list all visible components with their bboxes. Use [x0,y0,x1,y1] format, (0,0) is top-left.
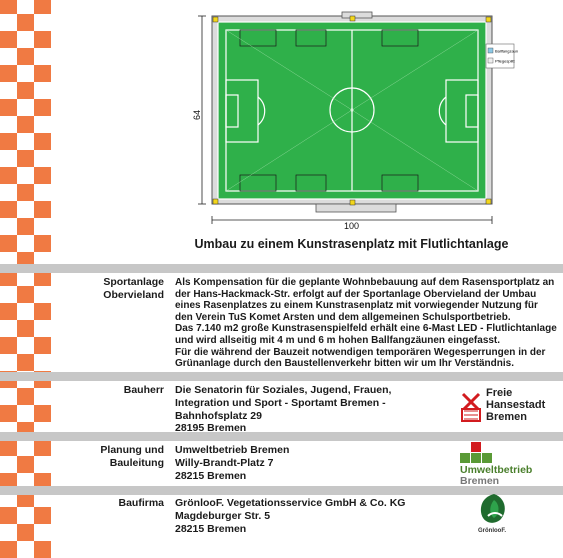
section-text-bauherr: Die Senatorin für Soziales, Jugend, Frauen, Integration und Sport - Sportamt Bremen - Bahnhofsplatz 29 28195 Bremen [175,384,392,435]
section-label-baufirma: Baufirma [118,497,164,509]
checker-cell [17,14,34,31]
section-label-planung: Planung und Bauleitung [100,444,164,469]
pitch-drawing [192,8,519,232]
width-dimension-label: 100 [344,221,360,231]
checker-cell [34,405,51,422]
divider [0,264,563,273]
checker-cell [17,218,34,235]
checker-cell [17,184,34,201]
legend-item-1: Ballfangzaun [495,48,519,54]
site-plan [192,8,519,232]
divider [0,372,563,381]
section-label-bauherr: Bauherr [123,384,164,396]
checker-cell [0,303,17,320]
section-label-sportanlage: Sportanlage Obervieland [103,276,164,301]
section-text-planung: Umweltbetrieb Bremen Willy-Brandt-Platz 7 28215 Bremen [175,444,290,482]
checker-cell [34,99,51,116]
checker-cell [0,133,17,150]
checker-cell [0,31,17,48]
checker-cell [0,405,17,422]
groenloof-leaf-icon [478,492,510,528]
section-text-baufirma: GrönlooF. Vegetationsservice GmbH & Co. KG Magdeburger Str. 5 28215 Bremen [175,497,406,535]
checker-cell [34,0,51,14]
checker-cell [17,48,34,65]
umweltbetrieb-mark-icon [460,441,492,465]
checker-cell [34,337,51,354]
umweltbetrieb-logo: Umweltbetrieb Bremen [460,441,560,485]
checker-cell [17,150,34,167]
checker-cell [0,337,17,354]
checker-cell [0,99,17,116]
checker-cell [34,65,51,82]
bremen-logo: Freie Hansestadt Bremen [460,387,556,427]
legend-item-2: Pflegesplitt [495,58,515,64]
page-title: Umbau zu einem Kunstrasenplatz mit Flutlichtanlage [194,237,509,251]
checker-cell [17,320,34,337]
checker-cell [34,133,51,150]
bremen-key-icon [460,391,482,423]
checker-cell [0,65,17,82]
height-dimension-label: 64 [192,109,202,120]
section-text-sportanlage: Als Kompensation für die geplante Wohnbebauung auf dem Rasensportplatz an der Hans-Hackmack-Str. erfolgt auf der Sportanlage Obervieland der Umbau eines Rasenplatzes zu einem Kunstrasenplatz mit vorwiegender Nutzung für den Verein TuS Komet Arsten und dem allgemeinen Schulsportbetrieb. Das 7.140 m2 große Kunstrasenspielfeld erhält eine 6-Mast LED - Flutlichtanlage und wird allseitig mit 4 m und 6 m hohen Ballfangzäunen eingefasst. Für die während der Bauzeit notwendigen temporären Wegesperrungen in der Grünanlage durch den Baustellenverkehr bitten wir um Ihr Verständnis. [175,277,557,370]
checker-cell [17,116,34,133]
checker-cell [34,201,51,218]
checker-cell [34,167,51,184]
checker-cell [34,541,51,558]
groenloof-logo: GrönlooF. [478,492,514,538]
checker-cell [0,167,17,184]
checker-cell [17,82,34,99]
checker-cell [17,354,34,371]
checker-cell [0,0,17,14]
checker-cell [34,303,51,320]
checker-cell [17,524,34,541]
checker-cell [0,541,17,558]
checker-cell [0,201,17,218]
checker-cell [34,31,51,48]
